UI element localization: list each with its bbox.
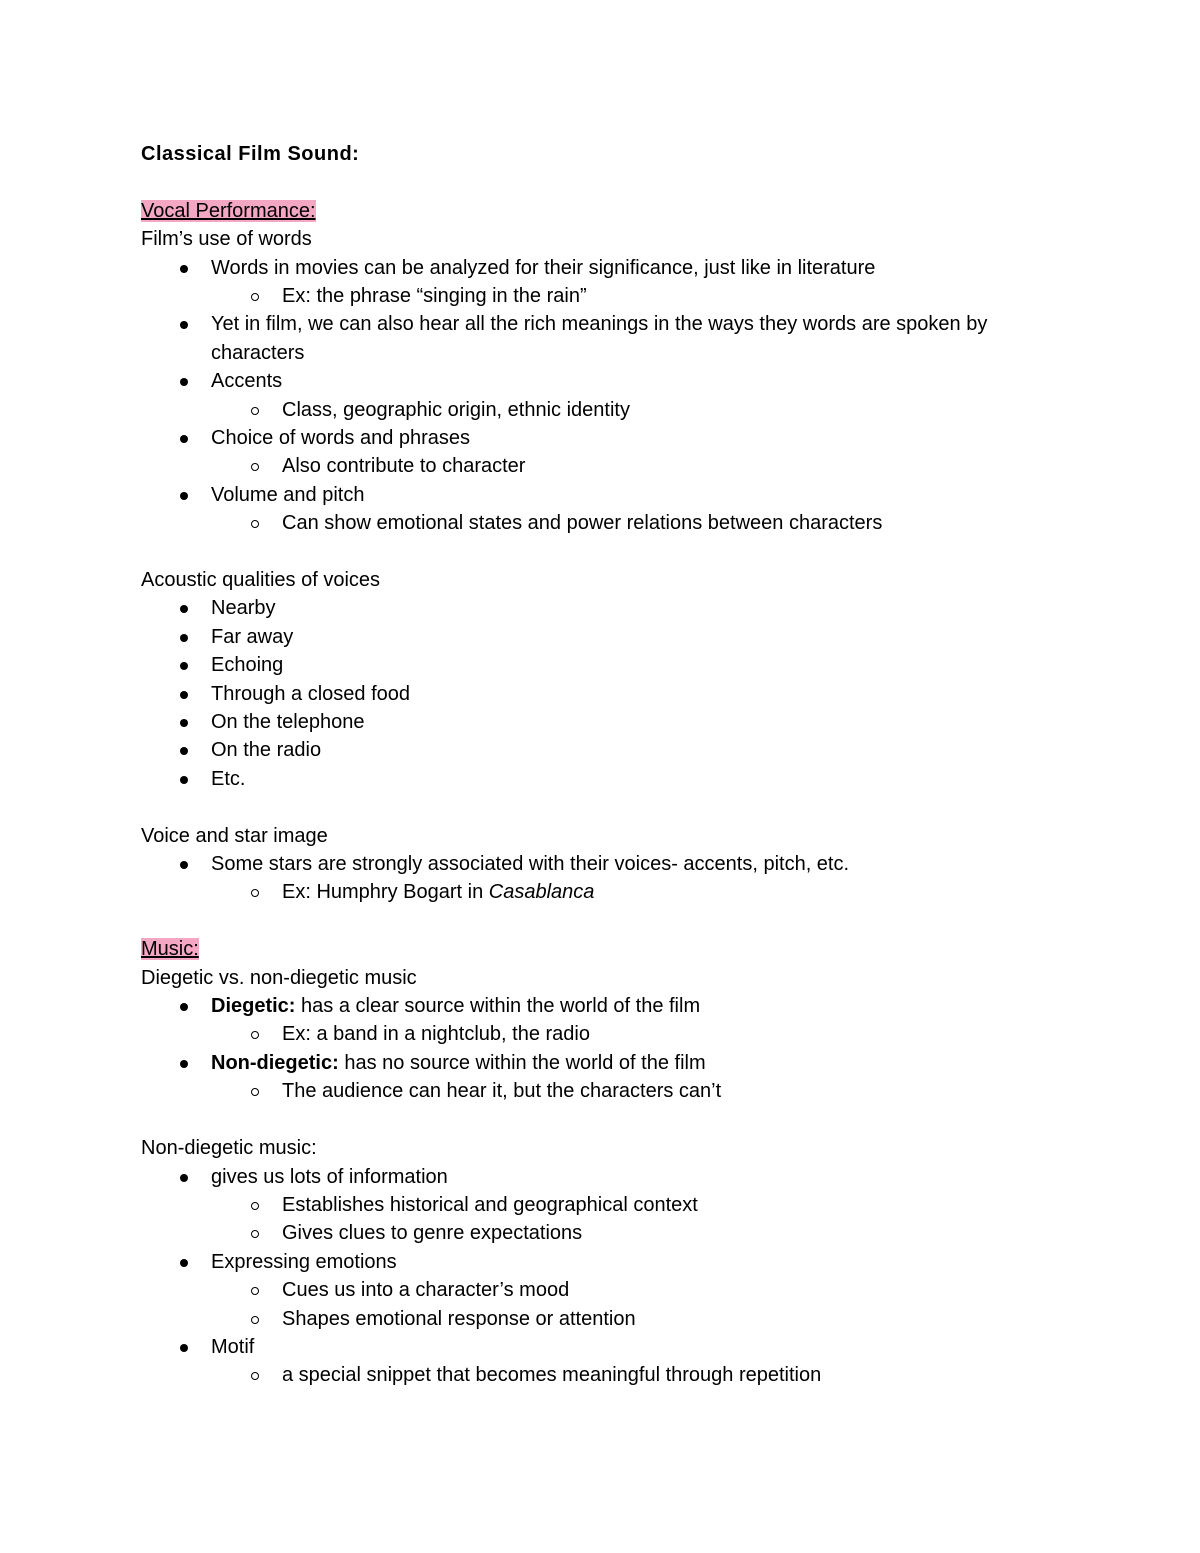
list-item: Words in movies can be analyzed for their significance, just like in literature — [141, 254, 1061, 282]
sub-list-item: Ex: the phrase “singing in the rain” — [141, 282, 1061, 310]
acoustic-list — [141, 594, 1061, 793]
list-item: Far away — [141, 623, 1061, 651]
sub-list-item: The audience can hear it, but the characters can’t — [141, 1077, 1061, 1105]
list-item: On the telephone — [141, 708, 1061, 736]
section-heading-music — [141, 935, 1061, 963]
definition: has no source within the world of the film — [338, 1051, 706, 1074]
list-item: Motif — [141, 1333, 1061, 1361]
list-item — [141, 992, 1061, 1020]
spacer — [141, 793, 1061, 821]
list-item: Through a closed food — [141, 680, 1061, 708]
sub-list-item: a special snippet that becomes meaningful through repetition — [141, 1361, 1061, 1389]
document-body — [141, 140, 1061, 1390]
sub-list-item: Also contribute to character — [141, 452, 1061, 480]
sub-list-item: Cues us into a character’s mood — [141, 1276, 1061, 1304]
list-item: Nearby — [141, 594, 1061, 622]
list-item — [141, 1049, 1061, 1077]
list-item: Yet in film, we can also hear all the rich meanings in the ways they words are spoken by characters — [141, 310, 1061, 367]
sub-list-item: Shapes emotional response or attention — [141, 1305, 1061, 1333]
example-prefix: Ex: Humphry Bogart in — [282, 881, 489, 904]
list-item: Choice of words and phrases — [141, 424, 1061, 452]
highlighted-heading: Music: — [141, 938, 199, 961]
spacer — [141, 168, 1061, 196]
sub-list-item: Ex: a band in a nightclub, the radio — [141, 1020, 1061, 1048]
list-item: Echoing — [141, 651, 1061, 679]
subsection-title-nondiegetic: Non-diegetic music: — [141, 1137, 317, 1160]
sub-list-item: Class, geographic origin, ethnic identity — [141, 396, 1061, 424]
subsection-title-star: Voice and star image — [141, 824, 328, 847]
list-item: gives us lots of information — [141, 1163, 1061, 1191]
highlighted-heading: Vocal Performance: — [141, 199, 316, 222]
sub-list-item — [141, 878, 1061, 906]
sub-list-item: Can show emotional states and power relations between characters — [141, 509, 1061, 537]
list-item: Volume and pitch — [141, 481, 1061, 509]
term: Diegetic: — [211, 995, 296, 1018]
subsection-title-words: Film’s use of words — [141, 228, 312, 251]
definition: has a clear source within the world of the film — [295, 995, 701, 1018]
diegetic-list — [141, 992, 1061, 1106]
star-list — [141, 850, 1061, 907]
sub-list-item: Establishes historical and geographical context — [141, 1191, 1061, 1219]
spacer — [141, 1106, 1061, 1134]
spacer — [141, 907, 1061, 935]
term: Non-diegetic: — [211, 1051, 339, 1074]
list-item: Expressing emotions — [141, 1248, 1061, 1276]
document-title: Classical Film Sound: — [141, 143, 360, 165]
subsection-title-acoustic: Acoustic qualities of voices — [141, 569, 381, 592]
subsection-title-diegetic: Diegetic vs. non-diegetic music — [141, 966, 417, 989]
spacer — [141, 538, 1061, 566]
list-item: Some stars are strongly associated with their voices- accents, pitch, etc. — [141, 850, 1061, 878]
words-list — [141, 254, 1061, 538]
sub-list-item: Gives clues to genre expectations — [141, 1219, 1061, 1247]
list-item: Etc. — [141, 765, 1061, 793]
section-heading-vocal — [141, 197, 1061, 225]
film-title: Casablanca — [488, 881, 595, 904]
list-item: Accents — [141, 367, 1061, 395]
list-item: On the radio — [141, 736, 1061, 764]
nondiegetic-list — [141, 1163, 1061, 1390]
